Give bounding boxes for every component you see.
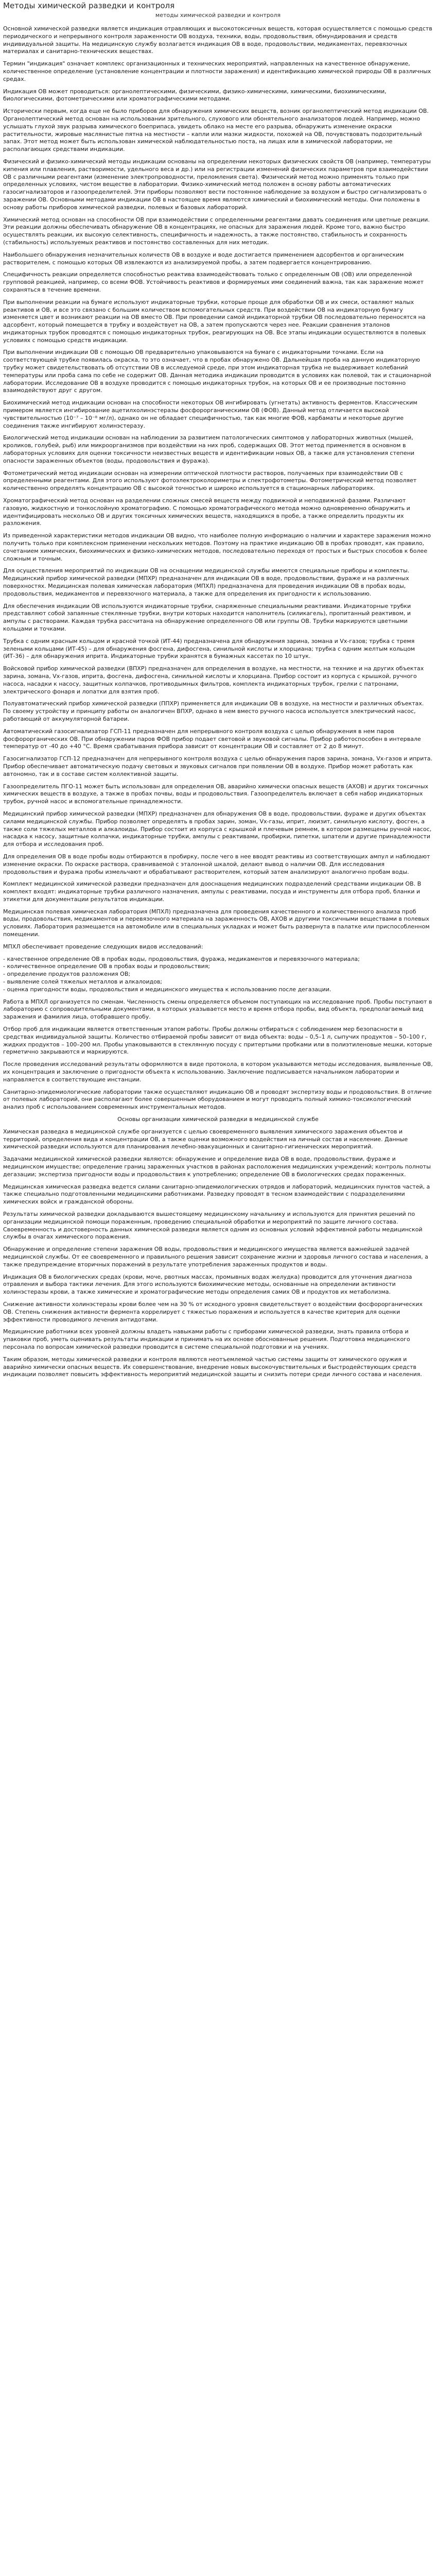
bullet-list xyxy=(3,956,433,994)
paragraph: Работа в МПХЛ организуется по сменам. Численность смены определяется объемом поступающих на исследование проб. Пробы поступают в лабораторию с сопроводительными документами, в которых указывается место и время отбора пробы, вид объекта, предполагаемый вид заражения и фамилия лица, отобравшего пробу. xyxy=(3,998,432,1021)
list-item: - определение продуктов разложения ОВ; xyxy=(3,971,131,978)
paragraph: Задачами медицинской химической разведки являются: обнаружение и определение вида ОВ в воде, продовольствии, фураже и медицинском имуществе; определение границ зараженных участков в районах расположения медицинских учреждений; контроль полноты дегазации; экспертиза пригодности воды и продовольствия к употреблению; определение ОВ в биологических средах пораженных. xyxy=(3,1156,431,1178)
page-title: Методы химической разведки и контроля xyxy=(3,1,175,10)
paragraph-group xyxy=(3,1128,433,1379)
paragraph: Медицинский прибор химической разведки (МПХР) предназначен для обнаружения ОВ в воде, продовольствии, фураже и других объектах силами медицинской службы. Прибор позволяет определять в пробах зарин, зоман, Vx-газы, иприт, люизит, синильную кислоту, фосген, а также соли тяжелых металлов и алкалоиды. Прибор состоит из корпуса с крышкой и плечевым ремнем, в котором размещены ручной насос, насадка к насосу, защитные колпачки, индикаторные трубки, ампулы с реактивами, пробирки, пипетки, шпатели и другие принадлежности для отбора и исследования проб. xyxy=(3,810,432,848)
paragraph: Фотометрический метод индикации основан на измерении оптической плотности растворов, получаемых при взаимодействии ОВ с определенными реагентами. Для этого используют фотоэлектроколориметры и спектрофотометры. Фотометрический метод позволяет количественно определять концентрацию ОВ с высокой точностью и широко используется в стационарных лабораториях. xyxy=(3,469,417,492)
paragraph: Хроматографический метод основан на разделении сложных смесей веществ между подвижной и неподвижной фазами. Различают газовую, жидкостную и тонкослойную хроматографию. С помощью хроматографического метода можно одновременно обнаружить и идентифицировать несколько ОВ и других токсичных химических веществ, находящихся в пробе, а также определить продукты их разложения. xyxy=(3,497,410,527)
paragraph: Биологический метод индикации основан на наблюдении за развитием патологических симптомов у лабораторных животных (мышей, кроликов, голубей, рыб) или микроорганизмов при воздействии на них проб, содержащих ОВ. Этот метод применяется в основном в лабораторных условиях для оценки токсичности неизвестных веществ и идентификации новых ОВ, а также для установления степени опасности зараженных объектов (воды, продовольствия и фуража). xyxy=(3,434,414,464)
paragraph: Биохимический метод индикации основан на способности некоторых ОВ ингибировать (угнетать) активность ферментов. Классическим примером является ингибирование ацетилхолинэстеразы фосфорорганическими ОВ (ФОВ). Данный метод отличается высокой чувствительностью (10⁻⁷ – 10⁻⁸ мг/л), однако он не обладает специфичностью, так как многие ФОВ, карбаматы и некоторые другие соединения также ингибируют холинэстеразу. xyxy=(3,399,417,429)
paragraph: Отбор проб для индикации является ответственным этапом работы. Пробы должны отбираться с соблюдением мер безопасности в средствах индивидуальной защиты. Количество отбираемой пробы зависит от вида объекта: воды – 0,5–1 л, сыпучих продуктов – 50–100 г, жидких продуктов – 100–200 мл. Пробы упаковываются в стеклянную посуду с притертыми пробками или в полиэтиленовые мешки, которые герметично закрываются и маркируются. xyxy=(3,1026,432,1056)
paragraph: Снижение активности холинэстеразы крови более чем на 30 % от исходного уровня свидетельствует о воздействии фосфорорганических ОВ. Степень снижения активности фермента коррелирует с тяжестью поражения и используется в качестве критерия для оценки эффективности проводимого лечения антидотами. xyxy=(3,1300,423,1323)
paragraph: Результаты химической разведки докладываются вышестоящему медицинскому начальнику и используются для принятия решений по организации медицинской помощи пораженным, проведению специальной обработки и мероприятий по защите личного состава. Своевременность и достоверность данных химической разведки является одним из основных условий эффективной работы медицинской службы в очагах химического поражения. xyxy=(3,1210,423,1241)
paragraph: Химический метод основан на способности ОВ при взаимодействии с определенными реагентами давать соединения или цветные реакции. Эти реакции должны обеспечивать обнаружение ОВ в концентрациях, не опасных для заражения людей. Кроме того, важно быстро осуществлять реакции, их высокую селективность, специфичность и надежность, а также постоянство, стабильность и сохранность (стабильность) используемых реактивов и постоянство составленных для них методик. xyxy=(3,216,430,246)
section-heading: Основы организации химической разведки в медицинской службе xyxy=(117,1116,319,1123)
paragraph: Для определения ОВ в воде пробы воды отбираются в пробирку, после чего в нее вводят реактивы из соответствующих ампул и наблюдают изменение окраски. По окраске раствора, сравниваемой с эталонной шкалой, делают вывод о наличии ОВ. Для исследования продовольствия и фуража пробы измельчают и обрабатывают растворителем, который затем анализируют аналогично пробам воды. xyxy=(3,853,430,875)
paragraph: После проведения исследований результаты оформляются в виде протокола, в котором указываются методы исследования, выявленные ОВ, их концентрация и заключение о пригодности объекта к использованию. Заключение подписывается начальником лаборатории и направляется в соответствующие инстанции. xyxy=(3,1061,433,1083)
paragraph: Газосигнализатор ГСП-12 предназначен для непрерывного контроля воздуха с целью обнаружения паров зарина, зомана, Vx-газов и иприта. Прибор обеспечивает автоматическую подачу световых и звуковых сигналов при появлении ОВ в воздухе. Прибор может работать как автономно, так и в составе систем коллективной защиты. xyxy=(3,755,432,777)
paragraph: Основной химической разведки является индикация отравляющих и высокотоксичных веществ, которая осуществляется с помощью средств периодического и непрерывного контроля зараженности ОВ воздуха, техники, воды, продовольствия, обмундирования и средств индивидуальной защиты. На медицинскую службу возлагается индикация ОВ в воде, продовольствии, медикаментах, перевязочных материалах и санитарно-технических веществах. xyxy=(3,25,432,55)
list-item: - качественное определение ОВ в пробах воды, продовольствия, фуража, медикаментов и перевязочного материала; xyxy=(3,955,360,962)
paragraph-group xyxy=(3,25,433,951)
paragraph: Медицинская полевая химическая лаборатория (МПХЛ) предназначена для проведения качественного и количественного анализа проб воды, продовольствия, медикаментов и перевязочного материала на зараженность ОВ, АХОВ и другими токсичными веществами в полевых условиях. Лаборатория размещается на автомобиле или в специальных укладках и может быть развернута в палатке или приспособленном помещении. xyxy=(3,908,430,938)
paragraph-group xyxy=(3,998,433,1111)
paragraph: Трубка с одним красным кольцом и красной точкой (ИТ-44) предназначена для обнаружения зарина, зомана и Vx-газов; трубка с тремя зелеными кольцами (ИТ-45) – для обнаружения фосгена, дифосгена, синильной кислоты и хлорциана; трубка с одним желтым кольцом (ИТ-36) – для обнаружения иприта. Индикаторные трубки хранятся в бумажных кассетах по 10 штук. xyxy=(3,637,415,660)
paragraph: Полуавтоматический прибор химической разведки (ППХР) применяется для индикации ОВ в воздухе, на местности и различных объектах. По своему устройству и принципу работы он аналогичен ВПХР, однако в нем вместо ручного насоса используется электрический насос, работающий от аккумуляторной батареи. xyxy=(3,700,424,722)
document-body xyxy=(3,25,433,1379)
list-item: - выявление солей тяжелых металлов и алкалоидов; xyxy=(3,978,163,986)
paragraph: Войсковой прибор химической разведки (ВПХР) предназначен для определения в воздухе, на местности, на технике и на других объектах зарина, зомана, Vx-газов, иприта, фосгена, дифосгена, синильной кислоты и хлорциана. Прибор состоит из корпуса с крышкой, ручного насоса, насадки к насосу, защитных колпачков, противодымных фильтров, комплекта индикаторных трубок, грелки с патронами, электрического фонаря и лопатки для взятия проб. xyxy=(3,665,424,695)
paragraph: Наибольшего обнаружения незначительных количеств ОВ в воздухе и воде достигается применением адсорбентов и органическим растворителем, с помощью которых ОВ извлекаются из анализируемой пробы, а затем подвергается концентрированию. xyxy=(3,251,404,266)
document-page xyxy=(0,1,436,1394)
paragraph: МПХЛ обеспечивает проведение следующих видов исследований: xyxy=(3,943,203,950)
paragraph: Медицинские работники всех уровней должны владеть навыками работы с приборами химической разведки, знать правила отбора и упаковки проб, уметь оценивать результаты индикации и принимать на их основе обоснованные решения. Подготовка медицинского персонала по вопросам химической разведки проводится в системе специальной подготовки и на учениях. xyxy=(3,1328,410,1350)
page-subtitle: методы химической разведки и контроля xyxy=(155,12,281,19)
paragraph: Санитарно-эпидемиологические лаборатории также осуществляют индикацию ОВ и проводят экспертизу воды и продовольствия. В отличие от полевых лабораторий, они располагают более совершенным оборудованием и могут проводить полный химико-токсикологический анализ проб с использованием современных инструментальных методов. xyxy=(3,1088,432,1111)
paragraph: Газоопределитель ПГО-11 может быть использован для определения ОВ, аварийно химически опасных веществ (АХОВ) и других токсичных химических веществ в воздухе, а также в пробах почвы, воды и продовольствия. Газоопределитель включает в себя набор индикаторных трубок, ручной насос и вспомогательные принадлежности. xyxy=(3,783,429,805)
paragraph: Для обеспечения индикации ОВ используются индикаторные трубки, снаряженные специальными реактивами. Индикаторные трубки представляют собой запаянные стеклянные трубки, внутри которых находится наполнитель (силикагель), пропитанный реактивом, и ампулы с растворами. Каждая трубка рассчитана на обнаружение определенного ОВ или группы ОВ. Трубки маркируются цветными кольцами и точками. xyxy=(3,602,411,632)
paragraph: Комплект медицинской химической разведки предназначен для дооснащения медицинских подразделений средствами индикации ОВ. В комплект входят: индикаторные трубки различного назначения, ампулы с реактивами, посуда и инструменты для отбора проб, бланки и этикетки для документации результатов индикации. xyxy=(3,880,422,903)
paragraph: Химическая разведка в медицинской службе организуется с целью своевременного выявления химического заражения объектов и территорий, определения вида и концентрации ОВ, а также оценки возможного воздействия на личный состав и население. Данные химической разведки используются для планирования лечебно-эвакуационных и санитарно-гигиенических мероприятий. xyxy=(3,1128,408,1150)
paragraph: Таким образом, методы химической разведки и контроля являются неотъемлемой частью системы защиты от химического оружия и аварийно химически опасных веществ. Их совершенствование, внедрение новых высокочувствительных и быстродействующих средств индикации позволяет повысить эффективность мероприятий медицинской защиты и снизить потери среди личного состава и населения. xyxy=(3,1355,422,1378)
paragraph: Исторически первым, когда еще не было приборов для обнаружения химических веществ, возник органолептический метод индикации ОВ. Органолептический метод основан на использовании зрительного, слухового или обонятельного анализаторов людей. Например, можно услышать глухой звук разрыва химического боеприпаса, увидеть облако на месте его разрыва, обнаружить изменение окраски растительности, жировые маслянистые пятна на местности – капли или мазки жидкости, похожей на ОВ, почувствовать подозрительный запах. Этот метод может быть использован химической наблюдательностью поста, на лицах или в химической лаборатории, не располагающих средствами индикации. xyxy=(3,108,429,153)
list-item: - оценка пригодности воды, продовольствия и медицинского имущества к использованию после дегазации. xyxy=(3,986,332,993)
paragraph: Специфичность реакции определяется способностью реактива взаимодействовать только с определенным ОВ (ОВ) или определенной групповой реакцией, например, со всеми ФОВ. Устойчивость реактивов и формируемых ими соединений важна, так как заражение может сохраняться в течение времени. xyxy=(3,271,424,293)
paragraph: Термин "индикация" означает комплекс организационных и технических мероприятий, направленных на качественное обнаружение, количественное определение (установление концентрации и плотности заражения) и идентификацию химической природы ОВ в различных средах. xyxy=(3,60,431,82)
paragraph: При выполнении индикации ОВ с помощью ОВ предварительно упаковываются на бумаге с индикаторными точками. Если на соответствующей трубке появилась окраска, то это означает, что в пробах обнаружено ОВ. Дальнейшая проба на данную индикаторную трубку может свидетельствовать об отсутствии ОВ в исследуемой среде, при этом индикаторная трубка не выдерживает колебаний температуры или проба сама по себе не содержит ОВ. Данная методика индикации проводится в условиях как полевой, так и стационарной лаборатории. Исследование ОВ в воздухе проводится с помощью индикаторных трубок, на которых ОВ и ее производные постоянно взаимодействуют друг с другом. xyxy=(3,349,431,394)
paragraph: Физический и физико-химический методы индикации основаны на определении некоторых физических свойств ОВ (например, температуры кипения или плавления, растворимости, удельного веса и др.) или на регистрации изменений физических параметров при взаимодействии ОВ с различными реагентами (изменение электропроводности, преломления света). Физический метод можно применять только при определенных условиях, чистом веществе в лаборатории. Физико-химический метод положен в основу работы автоматических газосигнализаторов и газоопределителей. Эти приборы позволяют вести постоянное наблюдение за воздухом и быстро сигнализировать о заражении ОВ. Основными методами индикации ОВ в настоящее время являются химический и биохимический методы. Они положены в основу работы приборов химической разведки, полевых и базовых лабораторий. xyxy=(3,158,431,211)
paragraph: Автоматический газосигнализатор ГСП-11 предназначен для непрерывного контроля воздуха с целью обнаружения в нем паров фосфорорганических ОВ. При обнаружении паров ФОВ прибор подает световой и звуковой сигналы. Прибор работоспособен в интервале температур от -40 до +40 °С. Время срабатывания прибора зависит от концентрации ОВ и составляет от 2 до 8 минут. xyxy=(3,727,421,750)
list-item: - количественное определение ОВ в пробах воды и продовольствия; xyxy=(3,963,210,970)
paragraph: При выполнении реакции на бумаге используют индикаторные трубки, которые проще для обработки ОВ и их смеси, оставляют малых реактивов и ОВ, и все это связано с большим количеством вспомогательных средств. При воздействии ОВ на индикаторную бумагу изменяется цвет и возникают реакции на ОВ вместо ОВ. При проведении самой индикаторной трубки ОВ последовательно переносятся на адсорбент, который помещается в трубку и воздействует на ОВ, а затем пропускаются через нее. Реакции сравнения эталонов индикаторных трубок проводятся с помощью индикаторных трубок, реагирующих на ОВ. Все этапы индикации осуществляются в полевых условиях с помощью средств индикации. xyxy=(3,298,426,344)
paragraph: Из приведенной характеристики методов индикации ОВ видно, что наиболее полную информацию о наличии и характере заражения можно получить только при комплексном применении нескольких методов. Поэтому на практике индикацию ОВ в пробах проводят, как правило, сочетанием химических, биохимических и физико-химических методов, последовательно переходя от простых и быстрых способов к более сложным и точным. xyxy=(3,532,431,562)
paragraph: Индикация ОВ в биологических средах (крови, моче, рвотных массах, промывных водах желудка) проводится для уточнения диагноза отравления и выбора тактики лечения. Для этого используются биохимические методы, основанные на определении активности холинэстеразы крови, а также химические и хроматографические методы определения самих ОВ и продуктов их метаболизма. xyxy=(3,1273,412,1296)
paragraph: Индикация ОВ может проводиться: органолептическими, физическими, физико-химическими, химическими, биохимическими, биологическими, фотометрическими или хроматографическими методами. xyxy=(3,88,387,103)
paragraph: Медицинская химическая разведка ведется силами санитарно-эпидемиологических отрядов и лабораторий, медицинских пунктов частей, а также специально подготовленными медицинскими работниками. Разведку проводят в тесном взаимодействии с подразделениями химических войск и гражданской обороны. xyxy=(3,1183,430,1206)
paragraph: Обнаружение и определение степени заражения ОВ воды, продовольствия и медицинского имущества является важнейшей задачей медицинской службы. От ее своевременного и правильного решения зависит сохранение жизни и здоровья личного состава и населения, а также предупреждение вторичных поражений в результате употребления зараженных продуктов и воды. xyxy=(3,1246,428,1268)
paragraph: Для осуществления мероприятий по индикации ОВ на оснащении медицинской службы имеются специальные приборы и комплекты. Медицинский прибор химической разведки (МПХР) предназначен для индикации ОВ в воде, продовольствии, фураже и на различных поверхностях. Медицинская полевая химическая лаборатория (МПХЛ) предназначена для проведения индикации ОВ в пробах воды, продовольствия, медикаментов и перевязочного материала, а также для определения их пригодности к использованию. xyxy=(3,567,410,597)
